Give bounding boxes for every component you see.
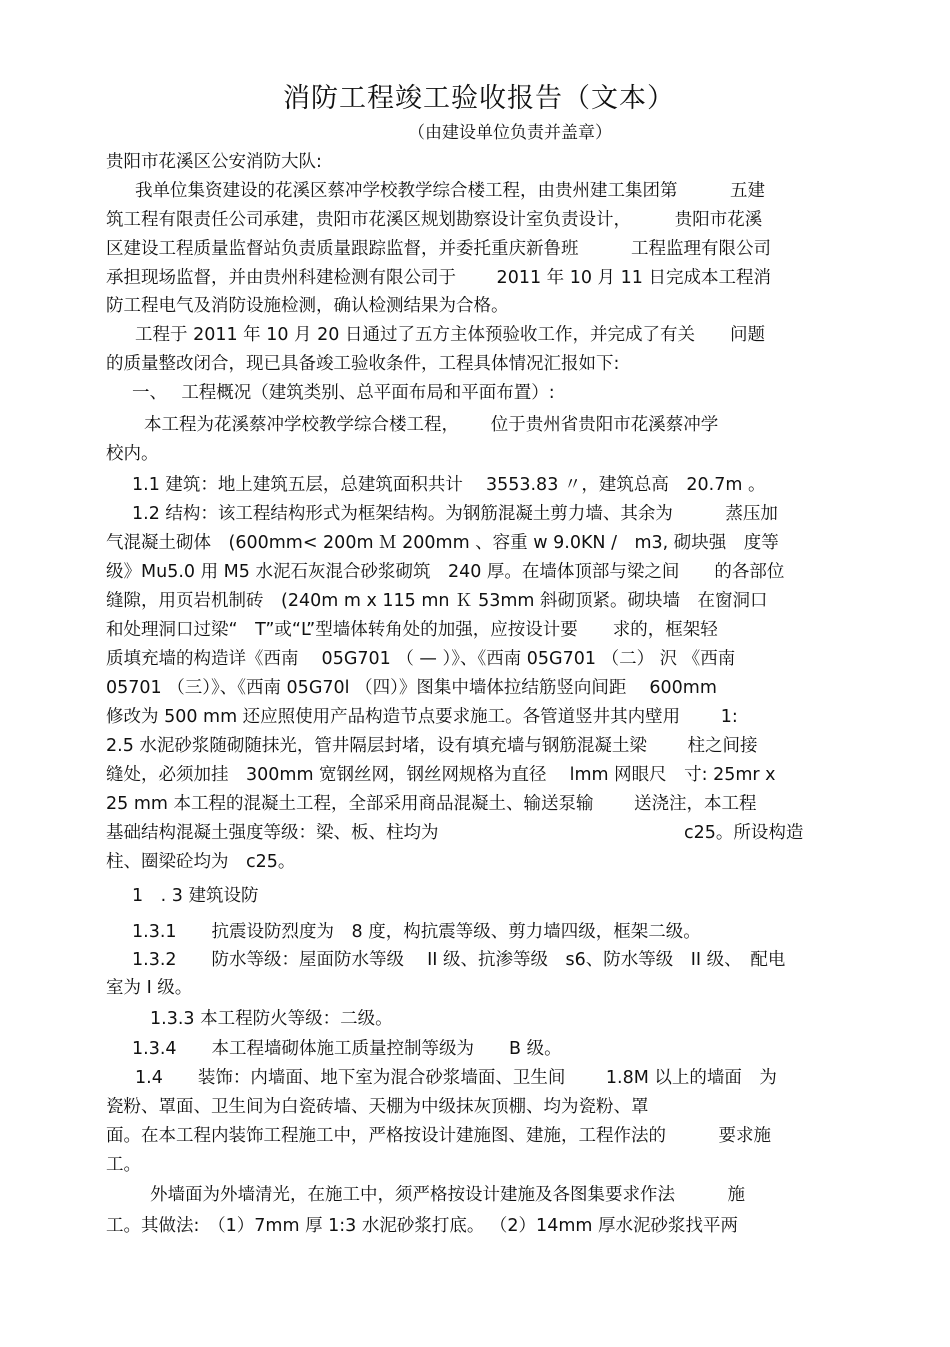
text-line: 工程于 2011 年 10 月 20 日通过了五方主体预验收工作，并完成了有关 问题 bbox=[135, 325, 765, 345]
text-line: 1.3.4 本工程墙砌体施工质量控制等级为 B 级。 bbox=[132, 1039, 562, 1059]
section-heading: 一、 工程概况（建筑类别、总平面布局和平面布置）: bbox=[132, 383, 555, 403]
text-line: 1.3.2 防水等级：屋面防水等级 II 级、抗渗等级 s6、防水等级 II 级、 配电 bbox=[132, 950, 786, 970]
text-line: 和处理洞口过梁“ T”或“L”型墙体转角处的加强，应按设计要 求的，框架轻 bbox=[106, 620, 718, 640]
text-line: 气混凝土砌体 (600mm< 200m Ｍ 200mm 、容重 w 9.0KN / m3, 砌块强 度等 bbox=[106, 533, 779, 553]
text-line: 1.3.3 本工程防火等级：二级。 bbox=[150, 1009, 393, 1029]
text-line: 工。 bbox=[106, 1155, 141, 1175]
section-heading: 1 . 3 建筑设防 bbox=[132, 886, 259, 906]
document-title: 消防工程竣工验收报告（文本） bbox=[283, 83, 675, 114]
text-line: 25 mm 本工程的混凝土工程，全部采用商品混凝土、输送泵输 送浇注，本工程 bbox=[106, 794, 757, 814]
text-line: 1.3.1 抗震设防烈度为 8 度，构抗震等级、剪力墙四级，框架二级。 bbox=[132, 922, 701, 942]
text-line: 外墙面为外墙清光，在施工中，须严格按设计建施及各图集要求作法 施 bbox=[150, 1185, 745, 1205]
document-subtitle: （由建设单位负责并盖章） bbox=[408, 123, 612, 143]
text-line: 1.4 装饰：内墙面、地下室为混合砂浆墙面、卫生间 1.8M 以上的墙面 为 bbox=[135, 1068, 777, 1088]
text-line: 1.1 建筑：地上建筑五层，总建筑面积共计 3553.83 〃，建筑总高 20.7m 。 bbox=[132, 475, 766, 495]
text-line: 防工程电气及消防设施检测，确认检测结果为合格。 bbox=[106, 296, 509, 316]
text-line: 筑工程有限责任公司承建，贵阳市花溪区规划勘察设计室负责设计， 贵阳市花溪 bbox=[106, 210, 763, 230]
text-line: 2.5 水泥砂浆随砌随抹光，管井隔层封堵，设有填充墙与钢筋混凝土梁 柱之间接 bbox=[106, 736, 758, 756]
text-line: 05701 （三）》、《西南 05G70l （四）》图集中墙体拉结筋竖向间距 600mm bbox=[106, 678, 717, 698]
text-line: 区建设工程质量监督站负责质量跟踪监督，并委托重庆新鲁班 工程监理有限公司 bbox=[106, 239, 771, 259]
text-line: 缝隙，用页岩机制砖 (240m m x 115 mn Ｋ 53mm 斜砌顶紧。砌块墙 在窗洞口 bbox=[106, 591, 768, 611]
text-line: 基础结构混凝土强度等级：梁、板、柱均为 bbox=[106, 823, 439, 843]
text-line: 工。其做法: （1）7mm 厚 1:3 水泥砂浆打底。 （2）14mm 厚水泥砂浆找平两 bbox=[106, 1216, 738, 1236]
text-line: 缝处，必须加挂 300mm 宽钢丝网，钢丝网规格为直径 lmm 网眼尺 寸: 25mr x bbox=[106, 765, 776, 785]
text-line: 柱、圈梁砼均为 c25。 bbox=[106, 852, 296, 872]
text-line: 室为 I 级。 bbox=[106, 978, 193, 998]
text-line: 修改为 500 mm 还应照使用产品构造节点要求施工。各管道竖井其内壁用 1: bbox=[106, 707, 738, 727]
text-line: 瓷粉、罩面、卫生间为白瓷砖墙、天棚为中级抹灰顶棚、均为瓷粉、罩 bbox=[106, 1097, 649, 1117]
text-line: 承担现场监督，并由贵州科建检测有限公司于 2011 年 10 月 11 日完成本工程消 bbox=[106, 268, 771, 288]
text-line: 1.2 结构：该工程结构形式为框架结构。为钢筋混凝土剪力墙、其余为 蒸压加 bbox=[132, 504, 778, 524]
text-line: 的质量整改闭合，现已具备竣工验收条件，工程具体情况汇报如下: bbox=[106, 354, 620, 374]
text-line: 本工程为花溪蔡冲学校教学综合楼工程， 位于贵州省贵阳市花溪蔡冲学 bbox=[144, 415, 719, 435]
text-line: 校内。 bbox=[106, 444, 159, 464]
text-line: 质填充墙的构造详《西南 05G701 （ — ）》、《西南 05G701 （二） 沢 《西南 bbox=[106, 649, 736, 669]
text-line: 级》Mu5.0 用 M5 水泥石灰混合砂浆砌筑 240 厚。在墙体顶部与梁之间 的各部位 bbox=[106, 562, 785, 582]
text-line: 面。在本工程内装饰工程施工中，严格按设计建施图、建施，工程作法的 要求施 bbox=[106, 1126, 771, 1146]
text-line: 我单位集资建设的花溪区蔡冲学校教学综合楼工程，由贵州建工集团第 五建 bbox=[135, 181, 765, 201]
text-line: 贵阳市花溪区公安消防大队: bbox=[106, 152, 322, 172]
text-line: c25。所设构造 bbox=[684, 823, 804, 843]
